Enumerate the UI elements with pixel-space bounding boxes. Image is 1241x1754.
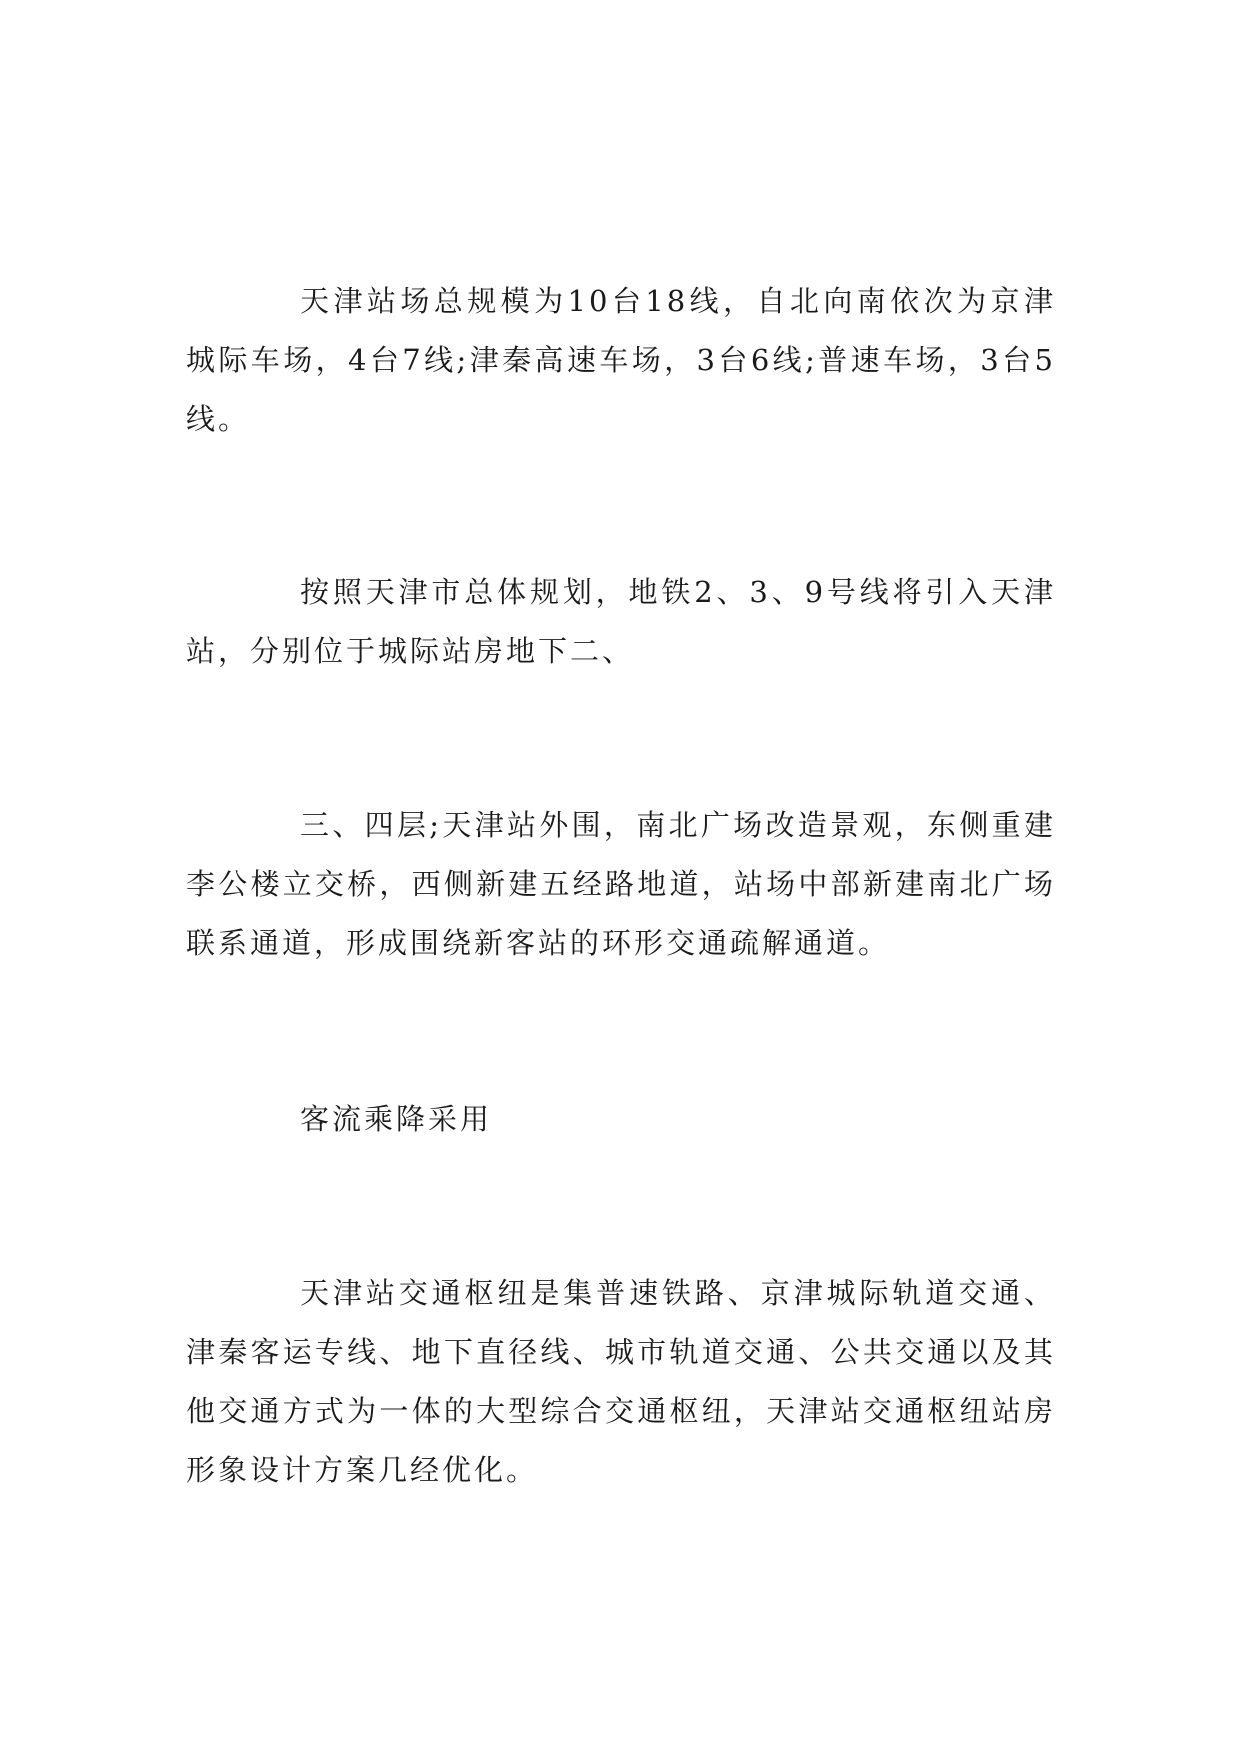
paragraph-surrounding-works: 三、四层;天津站外围，南北广场改造景观，东侧重建李公楼立交桥，西侧新建五经路地道，站场中部新建南北广场联系通道，形成围绕新客站的环形交通疏解通道。 — [186, 808, 1056, 960]
paragraph-station-scale: 天津站场总规模为10台18线，自北向南依次为京津城际车场，4台7线;津秦高速车场，3台6线;普速车场，3台5线。 — [186, 284, 1056, 436]
paragraph-passenger-flow: 客流乘降采用 — [300, 1102, 493, 1136]
paragraph-transport-hub: 天津站交通枢纽是集普速铁路、京津城际轨道交通、津秦客运专线、地下直径线、城市轨道交通、公共交通以及其他交通方式为一体的大型综合交通枢纽，天津站交通枢纽站房形象设计方案几经优化。 — [186, 1276, 1056, 1487]
paragraph-metro-plan: 按照天津市总体规划，地铁2、3、9号线将引入天津站，分别位于城际站房地下二、 — [186, 575, 1056, 668]
